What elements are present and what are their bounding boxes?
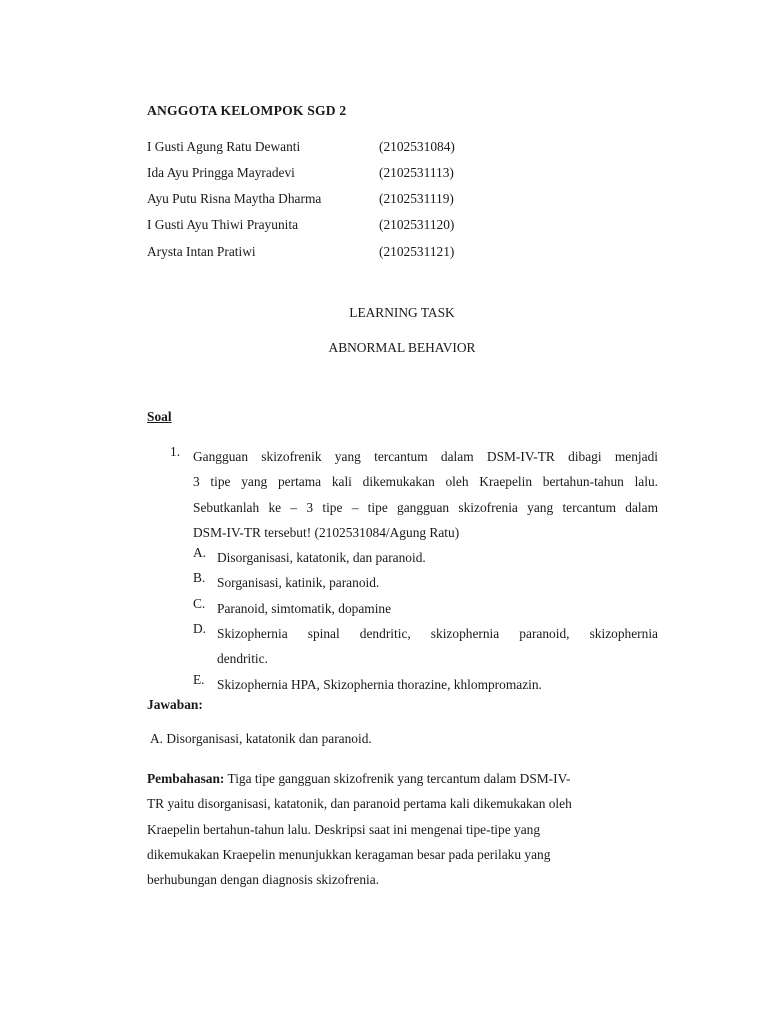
option-letter-a: A. [193, 545, 207, 560]
option-line: Sorganisasi, katinik, paranoid. [217, 575, 380, 590]
title-learning-task: LEARNING TASK [349, 305, 455, 320]
option-line: Skizophernia spinal dendritic, skizophernia paranoid, skizophernia [217, 626, 658, 641]
member-name: I Gusti Ayu Thiwi Prayunita [147, 217, 299, 232]
option-line: Paranoid, simtomatik, dopamine [217, 601, 392, 616]
discussion-line: berhubungan dengan diagnosis skizofrenia. [147, 872, 380, 888]
member-name: Ayu Putu Risna Maytha Dharma [147, 191, 322, 206]
group-heading: ANGGOTA KELOMPOK SGD 2 [147, 103, 347, 118]
option-line: Disorganisasi, katatonik, dan paranoid. [217, 550, 426, 565]
answer-text: A. Disorganisasi, katatonik dan paranoid. [150, 731, 372, 746]
option-text-c [217, 596, 658, 621]
member-id: (2102531113) [379, 165, 454, 180]
option-letter-e: E. [193, 672, 205, 687]
soal-label: Soal [147, 409, 172, 424]
question-number: 1. [170, 444, 181, 459]
option-letter-c: C. [193, 596, 206, 611]
question-line: DSM-IV-TR tersebut! (2102531084/Agung Ratu) [193, 524, 460, 540]
question-line: Sebutkanlah ke – 3 tipe – tipe gangguan skizofrenia yang tercantum dalam [193, 499, 658, 515]
title-abnormal-behavior: ABNORMAL BEHAVIOR [328, 340, 476, 355]
member-id: (2102531120) [379, 217, 455, 232]
option-letter-d: D. [193, 621, 207, 636]
member-id: (2102531119) [379, 191, 454, 206]
option-text-a [217, 545, 658, 570]
discussion-line: Tiga tipe gangguan skizofrenik yang tercantum dalam DSM-IV- [227, 771, 571, 786]
discussion-paragraph [147, 766, 647, 892]
option-text-b [217, 570, 658, 595]
member-name: Ida Ayu Pringga Mayradevi [147, 165, 295, 180]
option-text-e [217, 672, 658, 697]
option-text-d [217, 621, 658, 672]
discussion-line: Kraepelin bertahun-tahun lalu. Deskripsi saat ini mengenai tipe-tipe yang [147, 821, 541, 837]
question-line: 3 tipe yang pertama kali dikemukakan oleh Kraepelin bertahun-tahun lalu. [193, 474, 658, 490]
member-id: (2102531084) [379, 139, 455, 154]
question-line: Gangguan skizofrenik yang tercantum dalam DSM-IV-TR dibagi menjadi [193, 449, 658, 464]
option-letter-b: B. [193, 570, 206, 585]
discussion-label: Pembahasan: [147, 771, 225, 786]
option-line: Skizophernia HPA, Skizophernia thorazine, khlompromazin. [217, 677, 542, 692]
discussion-line: TR yaitu disorganisasi, katatonik, dan paranoid pertama kali dikemukakan oleh [147, 796, 572, 812]
member-id: (2102531121) [379, 244, 455, 259]
option-line: dendritic. [217, 651, 268, 667]
member-name: Arysta Intan Pratiwi [147, 244, 256, 259]
member-name: I Gusti Agung Ratu Dewanti [147, 139, 301, 154]
discussion-line: dikemukakan Kraepelin menunjukkan keragaman besar pada perilaku yang [147, 846, 551, 862]
question-text [193, 444, 658, 545]
answer-label: Jawaban: [147, 697, 203, 712]
